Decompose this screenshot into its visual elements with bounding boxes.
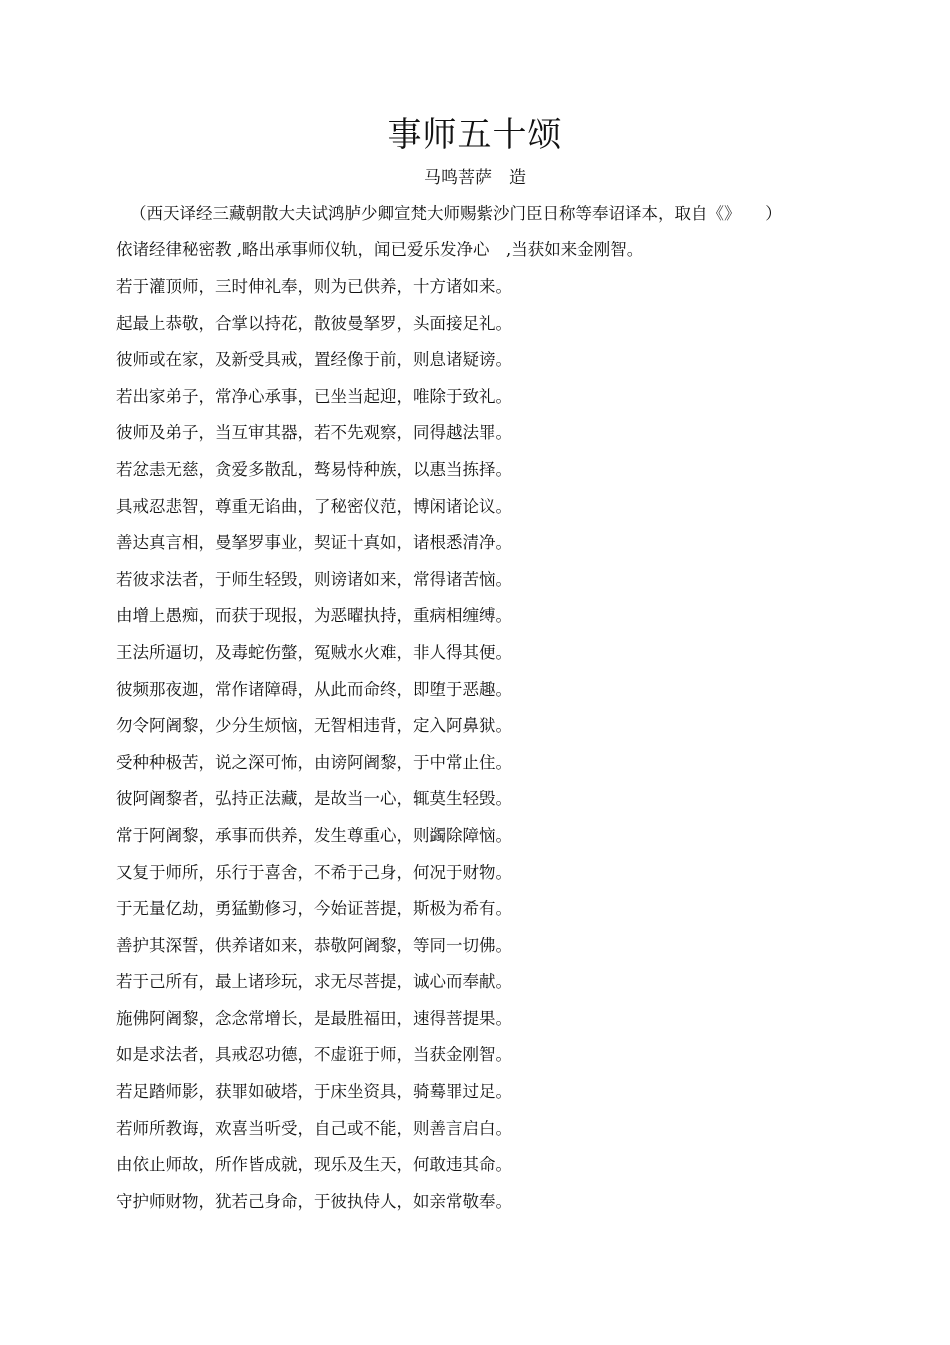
- verse-line: 若出家弟子，常净心承事，已坐当起迎，唯除于致礼。: [116, 386, 512, 406]
- verse-line: 若忿恚无慈，贪爱多散乱，骜易恃种族，以惠当拣择。: [116, 459, 512, 479]
- verse-line: 王法所逼切，及毒蛇伤螫，冤贼水火难，非人得其便。: [116, 642, 512, 662]
- verse-line: 如是求法者，具戒忍功德，不虚诳于师，当获金刚智。: [116, 1045, 512, 1065]
- verse-line: 起最上恭敬，合掌以持花，散彼曼拏罗，头面接足礼。: [116, 313, 512, 333]
- verse-list: [116, 275, 836, 1226]
- intro-verse: 依诸经律秘密教 ,略出承事师仪轨，闻已爱乐发净心 ,当获如来金刚智。: [116, 240, 644, 259]
- translator-preface: （西天译经三藏朝散大夫试鸿胪少卿宣梵大师赐紫沙门臣日称等奉诏译本，取自《》 ）: [130, 204, 782, 223]
- verse-line: 若足踏师影，获罪如破塔，于床坐资具，骑蓦罪过足。: [116, 1082, 512, 1102]
- verse-line: 具戒忍悲智，尊重无谄曲，了秘密仪范，博闲诸论议。: [116, 496, 512, 516]
- verse-line: 守护师财物，犹若己身命，于彼执侍人，如亲常敬奉。: [116, 1191, 512, 1211]
- verse-line: 若师所教诲，欢喜当听受，自己或不能，则善言启白。: [116, 1118, 512, 1138]
- verse-line: 由增上愚痴，而获于现报，为恶曜执持，重病相缠缚。: [116, 606, 512, 626]
- verse-line: 彼频那夜迦，常作诸障碍，从此而命终，即堕于恶趣。: [116, 679, 512, 699]
- document-title: 事师五十颂: [387, 115, 563, 155]
- verse-line: 受种种极苦，说之深可怖，由谤阿阇黎，于中常止住。: [116, 752, 512, 772]
- author-line: [0, 166, 950, 190]
- verse-line: 施佛阿阇黎，念念常增长，是最胜福田，速得菩提果。: [116, 1008, 512, 1028]
- verse-line: 彼阿阇黎者，弘持正法藏，是故当一心，辄莫生轻毁。: [116, 789, 512, 809]
- verse-line: 若于灌顶师，三时伸礼奉，则为已供养，十方诸如来。: [116, 277, 512, 296]
- verse-line: 善达真言相，曼拏罗事业，契证十真如，诸根悉清净。: [116, 533, 512, 553]
- verse-line: 善护其深誓，供养诸如来，恭敬阿阇黎，等同一切佛。: [116, 935, 512, 955]
- verse-line: 彼师及弟子，当互审其器，若不先观察，同得越法罪。: [116, 423, 512, 443]
- verse-line: 若彼求法者，于师生轻毁，则谤诸如来，常得诸苦恼。: [116, 569, 512, 589]
- verse-line: 彼师或在家，及新受具戒，置经像于前，则息诸疑谤。: [116, 350, 512, 370]
- verse-line: 于无量亿劫，勇猛勤修习，今始证菩提，斯极为希有。: [116, 899, 512, 919]
- verse-line: 又复于师所，乐行于喜舍，不希于己身，何况于财物。: [116, 862, 512, 882]
- verse-line: 由依止师故，所作皆成就，现乐及生天，何敢违其命。: [116, 1155, 512, 1175]
- verse-line: 若于己所有，最上诸珍玩，求无尽菩提，诚心而奉献。: [116, 972, 512, 992]
- verse-line: 常于阿阇黎，承事而供养，发生尊重心，则蠲除障恼。: [116, 825, 512, 845]
- verse-line: 勿令阿阇黎，少分生烦恼，无智相违背，定入阿鼻狱。: [116, 716, 512, 736]
- author-text: 马鸣菩萨 造: [424, 168, 526, 188]
